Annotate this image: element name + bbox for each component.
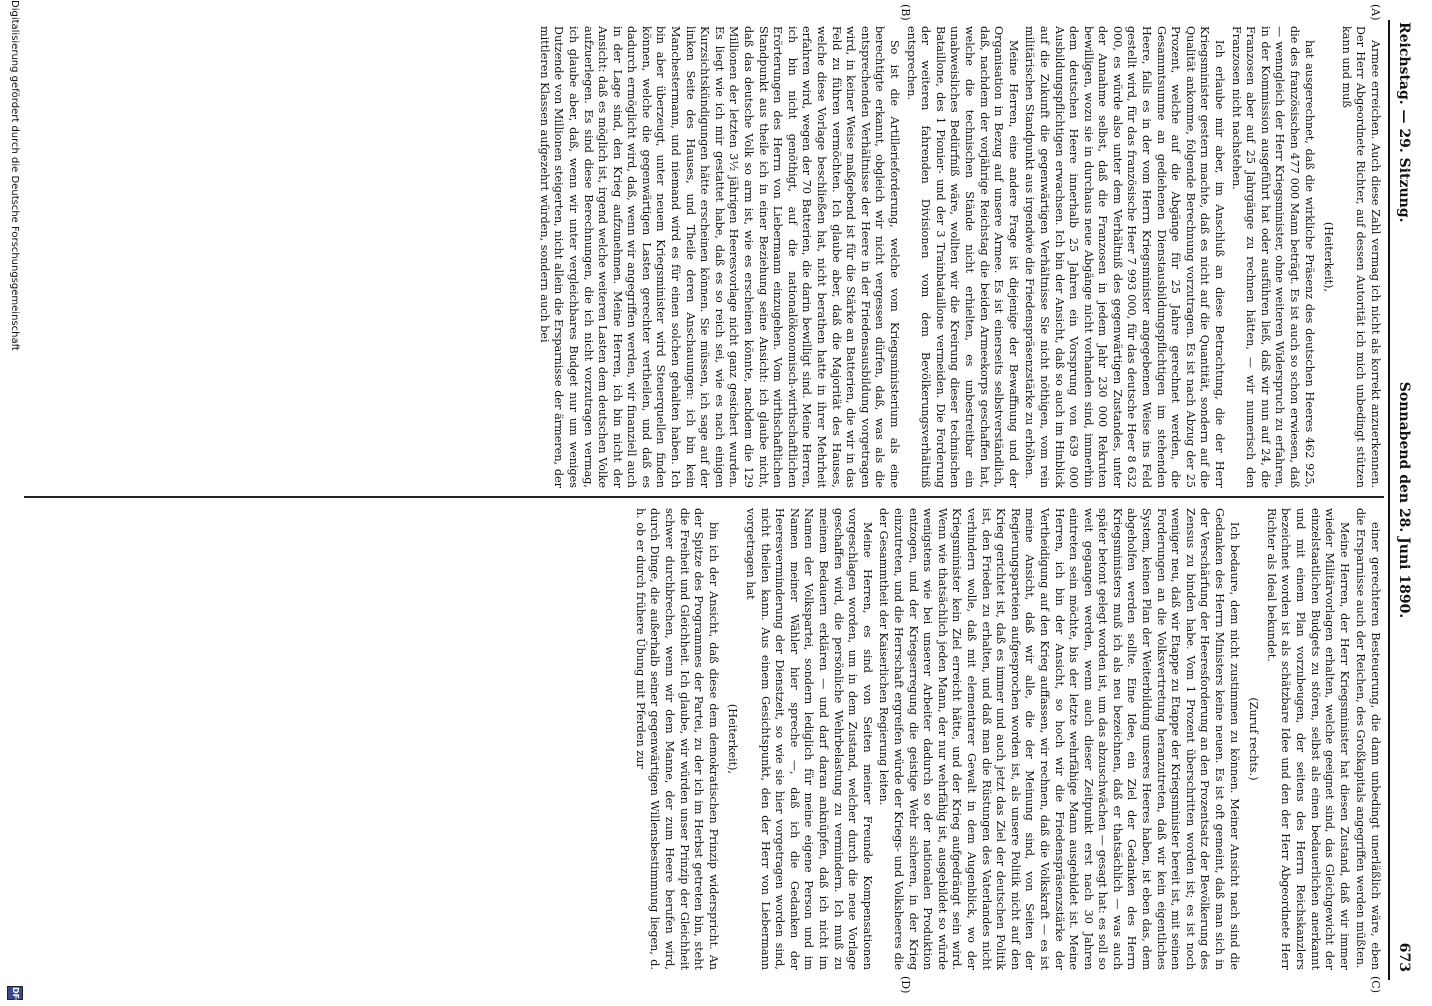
paragraph: Meine Herren, eine andere Frage ist diejenige der Bewaffnung und der Organisation in Bezug auf unsere Armee. Es ist einerseits selbstverständlich, daß, nachdem der vorjährige Reichstag die beiden Armeekorps geschaffen hat, welche die technischen Stände nicht erhielten, es unbestreitbar ein unabweisliches Bedürfniß wäre, wollten wir die Kreirung dieser technischen Bataillone, des 1 Pionier- und der 3 Trainbataillone vermeiden. Die Forderung der weiteren fahrenden Divisionen vom dem Bevölkerungsverhältniß entsprechen. [904, 26, 1020, 488]
paragraph: einer gerechteren Besteuerung, die dann unbedingt unerläßlich wäre, eben die Ersparnisse auch der Reichen, des Großkapitals angegriffen werden müßten. [1354, 508, 1382, 970]
paragraph: hat ausgerechnet, daß die wirkliche Präsenz des deutschen Heeres 462 925, die des französischen 477 000 Mann beträgt. Es ist auch so schon erwiesen, daß — wenngleich der Herr Kriegsminister, ohne weiteren Widerspruch zu erfahren, in der Kommission ausgeführt hat oder ausführen ließ, daß wir nun auf 24, die Franzosen aber auf 25 Jahrgänge zu rechnen hätten, — wir numerisch den Franzosen nicht nachstehen. [1229, 26, 1316, 488]
margin-mark-a: (A) [1369, 4, 1382, 21]
interjection: (Heiterkeit), [726, 703, 740, 775]
right-column [32, 508, 1382, 970]
margin-mark-d: (D) [899, 976, 912, 994]
paragraph: So ist die Artillerieforderung, welche vom Kriegsministerium als eine berechtigte erkannt, obgleich wir nicht vergessen dürfen, daß, was als die entsprechenden Verhältnisse der Heere in der Friedensausbildung vorgetragen wird, in keiner Weise maßgebend ist für die Stärke an Batterien, die wir in das Feld zu führen vermöchten. Ich glaube aber, daß die Majorität des Hauses, welche diese Vorlage beschließen hat, nicht berathen hatte in ihrer Mehrheit erfahren wird, wegen der 70 Batterien, die darin bewilligt sind. Meine Herren, ich bin nicht genöthigt, auf die nationalökonomisch-wirthschaftlichen Erörterungen des Herrn von Liebermann einzugehen. Vom wirthschaftlichen Standpunkt aus theile ich in einer Beziehung seine Ansicht: ich glaube nicht, daß das deutsche Volk so arm ist, wie es erscheinen könnte, nachdem die 129 Millionen der letzten 3¹⁄₂ jährigen Heeresvorlage nicht ganz gesichert wurden. Es liegt wie ich mir gestattet habe, daß es so reich sei, wie es nach einigen Kurzsichtskündigungen hätte erscheinen können. Sie müssen, ich sage auf der linken Seite des Hauses, und Theile deren Anschauungen: ich bin kein Manchestermann, und niemand wird es für einen solchen gehalten haben. Ich bin aber überzeugt, unter neuem Kriegsminister wird Steuerquellen finden können, welche die gegenwärtigen Lasten gerechter vertheilen, und daß es dadurch ermöglicht wird, daß, wenn wir angegriffen werden, wir finanziell auch in der Lage sind, den Krieg aufzunehmen. Meine Herren, ich bin nicht der Ansicht: daß es möglich ist, irgend welche weiteren Lasten dem deutschen Volke aufzuerlegen. Es sind diese Berechnungen, die ich nicht vorzutragen vermag, ich glaube aber, daß, wenn wir unter vergleichbares Budget nur um weniges Dutzende von Millionen steigerten, nicht allein die Ersparnisse der ärmeren, der mittleren Klassen aufgezehrt würden, sondern auch bei [537, 26, 901, 488]
paragraph: Ich erlaube mir aber, im Anschluß an diese Betrachtung, die der Herr Kriegsminister gestern machte, daß es nicht auf die Quantität, sondern auf die Qualität ankomme, folgende Berechnung vorzutragen. Es ist nach Abzug der 25 Prozent, welche auf die Abgänge für 25 Jahre gerechnet werden, die Gesammtsumme an gediehenen Dienstausbildungspflichtigen im stehenden Heere, falls es in der vom Herrn Kriegsminister angegebenen Weise ins Feld gestellt wird, für das französische Heer 7 993 000, für das deutsche Heer 8 632 000, es würde also unter dem Verhältniß des gegenwärtigen Zustandes, unter der Annahme selbst, daß die Franzosen in jedem Jahr 230 000 Rekruten bewilligen, wozu sie in durchaus neue Abgänge nicht vorhanden sind, immerhin dem deutschen Heere innerhalb 25 Jahren ein Vorsprung von 639 000 Ausbildungspflichtigen erwachsen. Ich bin der Ansicht, daß so auch im Hinblick auf die Zukunft die gegenwärtigen Verhältnisse Sie nicht nöthigen, vom rein militärischen Standpunkt aus irgendwie die Friedenspräsenzstärke zu erhöhen. [1023, 26, 1227, 488]
footer-credit: Digitalisierung gefördert durch die Deutsche Forschungsgemeinschaft [9, 0, 20, 351]
header-rule [1388, 20, 1390, 980]
dfg-logo: DFG [7, 986, 23, 1000]
header-date: Sonnabend den 28. Juni 1890. [1396, 381, 1412, 619]
paragraph: Armee erreichen. Auch diese Zahl vermag ich nicht als korrekt anzuerkennen. Der Herr Abgeordnete Richter, auf dessen Autorität ich mich unbedingt stützen kann und muß [1339, 26, 1382, 488]
paragraph: Ich bedaure, dem nicht zustimmen zu können. Meiner Ansicht nach sind die Gedanken des Herrn Ministers keine neuen. Es ist oft gemeint, daß man sich in der Verschärfung der Heeresforderung an den Prozentsatz der Bevölkerung des Zensus zu binden habe. Vom 1 Prozent überschritten worden ist; es ist noch weniger neu, daß wir Etappe zu Etappe der Kriegsminister bereit ist, mit seinen Forderungen an die Volksvertretung heranzutreten, daß wir kein eigentliches System, keinen Plan der Weiterbildung unseres Heeres haben, ist eben das, dem abgeholfen werden sollte. Eine Idee, ein Ziel der Gedanken des Herrn Kriegsministers muß ich als neu bezeichnen, daß er thatsächlich — was auch später betont gelegt worden ist, um das abzuschwächen — gesagt hat: es soll so weit gegangen werden, wenn auch dieser Zeitpunkt erst nach 30 Jahren eintreten sein möchte, bis der letzte wehrfähige Mann ausgebildet ist. Meine Herren, ich bin der Ansicht, so hoch wir die Friedenspräsenzstärke der Vertheidigung auf den Krieg auffassen, wir rechnen, daß die Volkskraft — es ist meine Ansicht, daß wir alle, die der Meinung sind, von Seiten der Regierungsparteien aufgesprochen worden ist, als unsere Politik nicht auf den Krieg gerichtet ist, daß es immer und auch jetzt das Ziel der deutschen Politik ist, den Frieden zu erhalten, und daß man die Rüstungen des Vaterlandes nicht verhindern wolle, daß mit elementarer Gewalt in dem Augenblick, wo der Kriegsminister kein Ziel erreicht hätte, und der Krieg aufgedrängt sein wird. Wenn wie thatsächlich jeden Mann, der nur wehrfähig ist, ausgebildet so würde wenigstens wie bei unserer Arbeiter dadurch so der nationalen Produktion entzogen, und der Kriegserregung die geistige Wehr sicheren, in der Krieg einzutreten, und die Herrschaft ergreifen würde der Kriegs- und Volksheeres die der Gesammtheit der Kaiserlichen Regierung leiten. [877, 508, 1241, 970]
margin-mark-b: (B) [899, 4, 912, 21]
paragraph: bin ich der Ansicht, daß diese dem demokratischen Prinzip widerspricht. An der Spitze des Programmes der Partei, zu der ich im Herbst getreten bin, steht die Freiheit und Gleichheit. Ich glaube, wir würden unser Prinzip der Gleichheit schwer durchbrechen, wenn wir dem Manne, der zum Heere berufen wird, durch Dinge, die außerhalb seiner gegenwärtigen Willensbestimmung liegen, d. h. ob er durch frühere Übung mit Pferden zur [633, 508, 720, 970]
page-number: 673 [1396, 942, 1412, 972]
header-session: Reichstag. — 29. Sitzung. [1396, 22, 1412, 223]
paragraph: Meine Herren, es sind von Seiten meiner Freunde Kompensationen vorgeschlagen worden, um in dem Zustand, welcher durch die neue Vorlage geschaffen wird, die persönliche Wehrbelastung zu vermindern. Ich muß zu meinem Bedauern erklären — und darf daran anknüpfen, daß ich nicht im Namen der Volkspartei, sondern lediglich für meine eigene Person und im Namen meiner Wähler hier spreche —, daß ich die Gedanken der Heeresverminderung der Dienstzeit, so wie sie hier vorgetragen worden sind, nicht theilen kann. Aus einem Gesichtspunkt, den der Herr von Liebermann vorgetragen hat [744, 508, 874, 970]
left-column [32, 26, 1382, 488]
column-divider [24, 496, 1384, 498]
interjection: (Zuruf rechts.) [1247, 697, 1261, 781]
page-footer [4, 0, 26, 1006]
margin-mark-c: (C) [1369, 976, 1382, 993]
interjection: (Heiterkeit), [1322, 221, 1336, 293]
paragraph: Meine Herren, der Herr Kriegsminister hat diesen Zustand, daß wir immer wieder Militärvorlagen erhalten, welche geeignet sind, das Gleichgewicht der einzelstaatlichen Budgets zu stören, selbst als einen bedauerlichen anerkannt und mit einem Plan vorzubeugen, der seitens des Herrn Reichskanzlers bezeichnet worden ist als schätzbare Idee und den der Herr Abgeordnete Herr Richter als Ideal bekundet. [1264, 508, 1351, 970]
page-header [1390, 22, 1416, 978]
